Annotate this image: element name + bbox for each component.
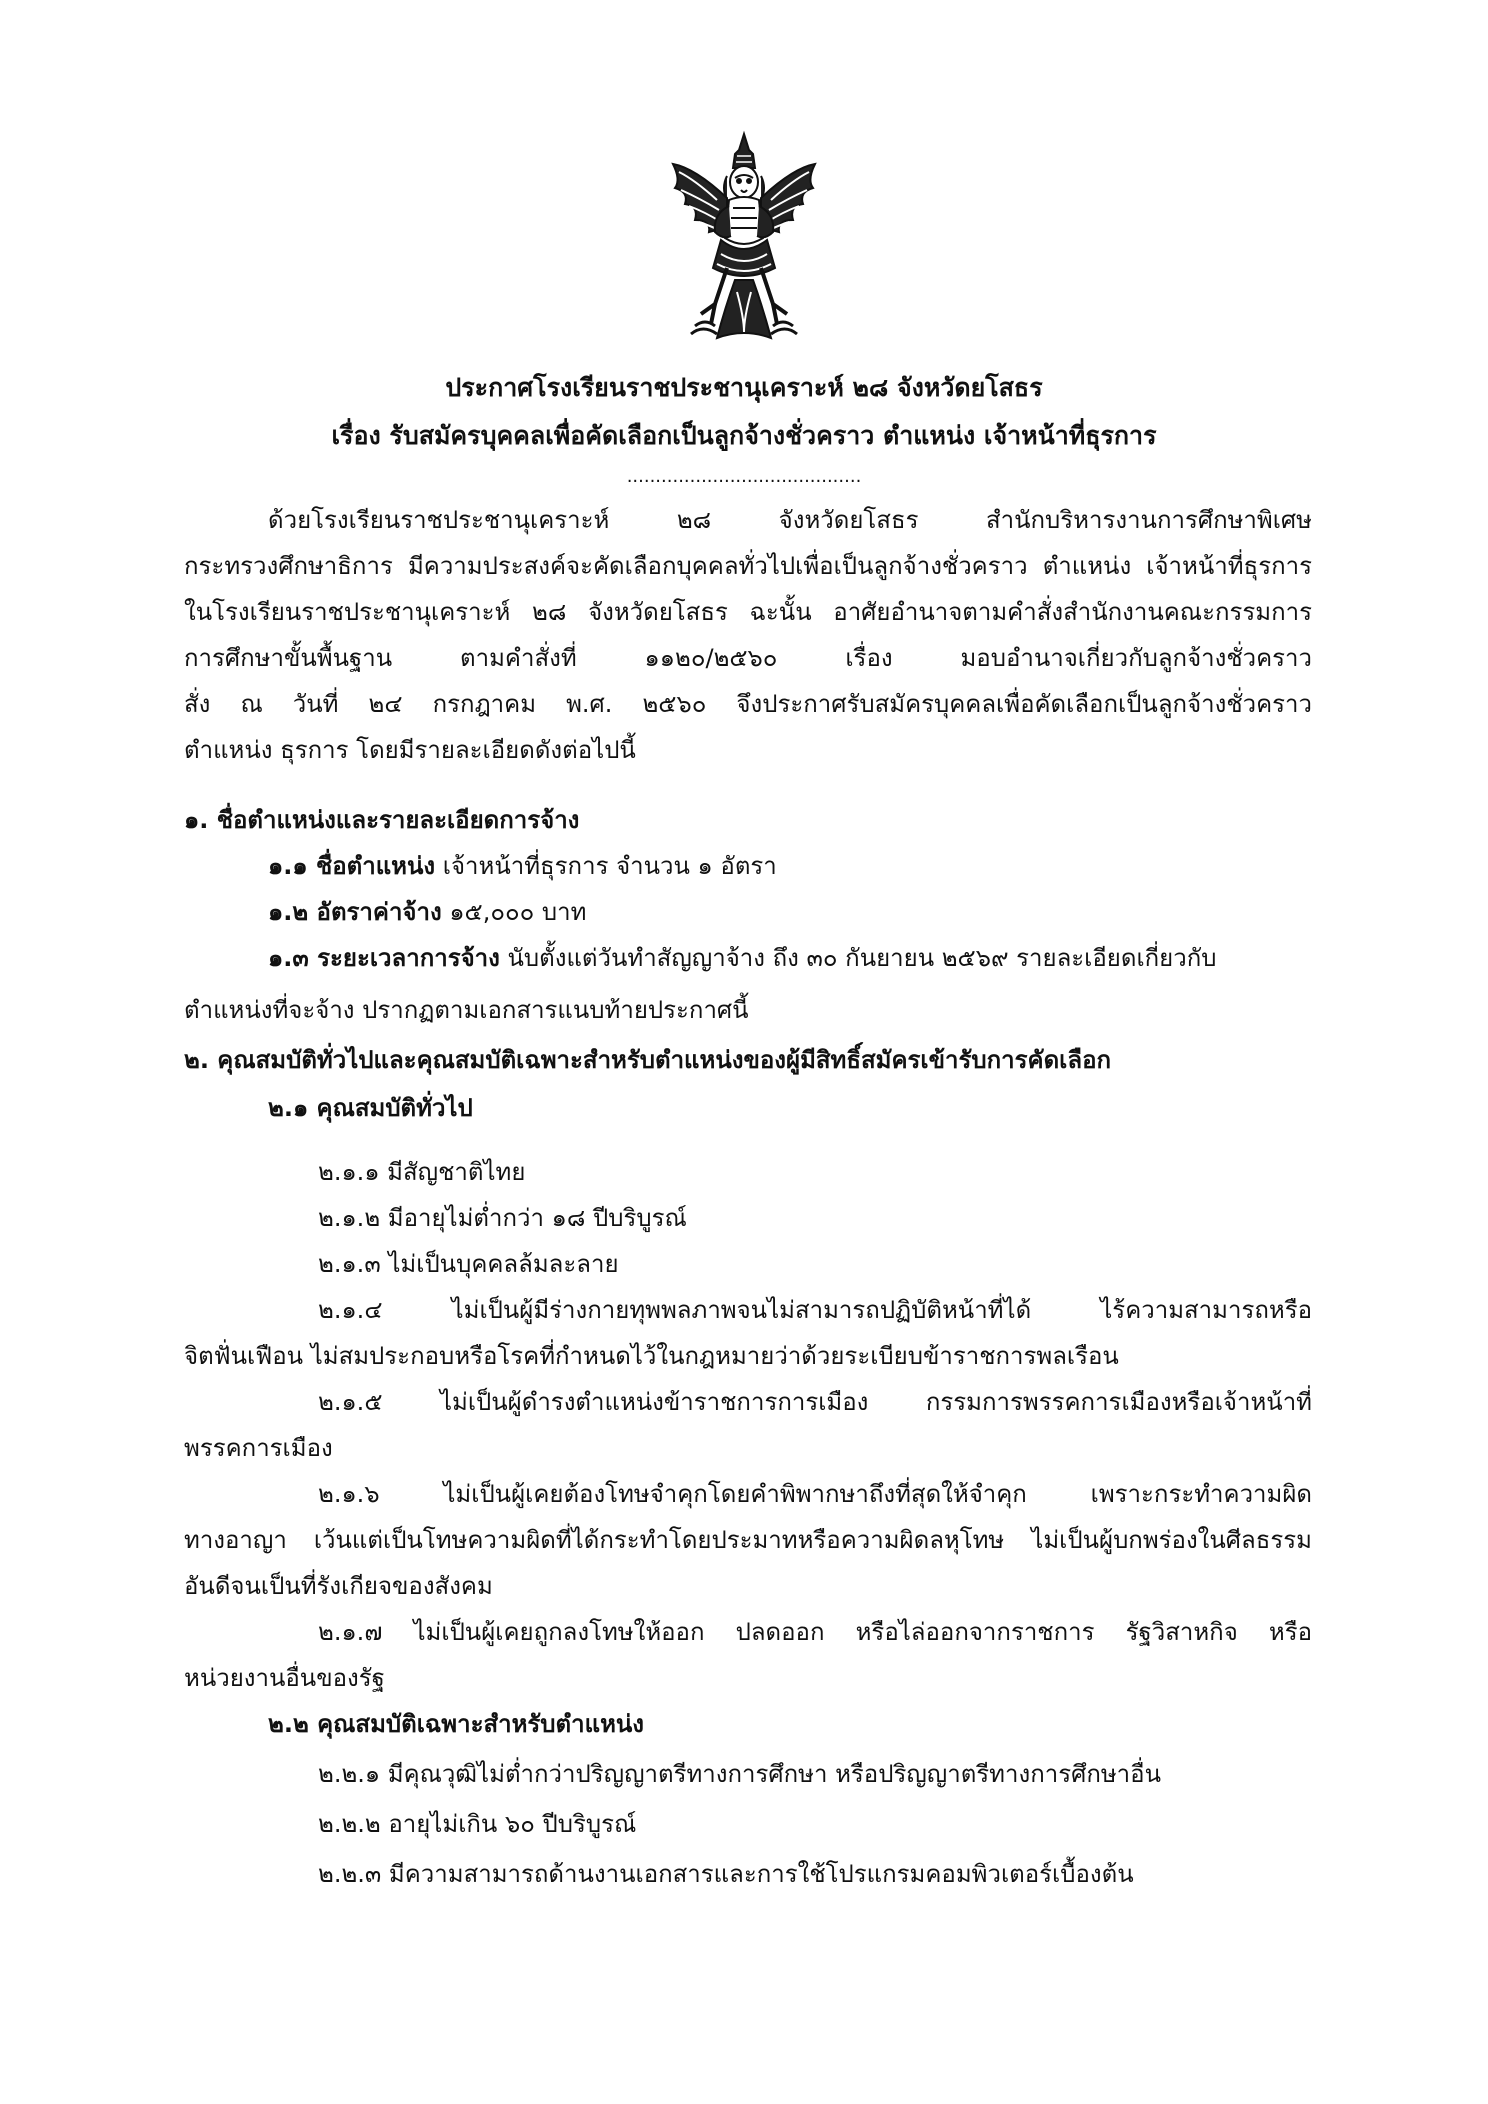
general-item-7-line-2: หน่วยงานอื่นของรัฐ: [184, 1664, 385, 1692]
item-text: เจ้าหน้าที่ธุรการ จำนวน ๑ อัตรา: [435, 852, 777, 880]
general-item-5-line-1: ๒.๑.๕ ไม่เป็นผู้ดำรงตำแหน่งข้าราชการการเมือง กรรมการพรรคการเมืองหรือเจ้าหน้าที่: [318, 1388, 1312, 1416]
general-item-2: ๒.๑.๒ มีอายุไม่ต่ำกว่า ๑๘ ปีบริบูรณ์: [318, 1204, 687, 1232]
section-2-2-heading: ๒.๒ คุณสมบัติเฉพาะสำหรับตำแหน่ง: [268, 1710, 645, 1738]
item-label: ๑.๓ ระยะเวลาการจ้าง: [268, 944, 500, 972]
general-item-1: ๒.๑.๑ มีสัญชาติไทย: [318, 1158, 526, 1186]
specific-item-3: ๒.๒.๓ มีความสามารถด้านงานเอกสารและการใช้โปรแกรมคอมพิวเตอร์เบื้องต้น: [318, 1860, 1134, 1888]
general-item-6-line-3: อันดีจนเป็นที่รังเกียจของสังคม: [184, 1572, 493, 1600]
general-item-4-line-2: จิตฟั่นเฟือน ไม่สมประกอบหรือโรคที่กำหนดไว้ในกฎหมายว่าด้วยระเบียบข้าราชการพลเรือน: [184, 1342, 1119, 1370]
intro-line-4: การศึกษาขั้นพื้นฐาน ตามคำสั่งที่ ๑๑๒๐/๒๕๖๐ เรื่อง มอบอำนาจเกี่ยวกับลูกจ้างชั่วคราว: [184, 644, 1312, 672]
item-label: ๑.๑ ชื่อตำแหน่ง: [268, 852, 436, 880]
announcement-subject: เรื่อง รับสมัครบุคคลเพื่อคัดเลือกเป็นลูกจ้างชั่วคราว ตำแหน่ง เจ้าหน้าที่ธุรการ: [331, 421, 1157, 450]
general-item-6-line-1: ๒.๑.๖ ไม่เป็นผู้เคยต้องโทษจำคุกโดยคำพิพากษาถึงที่สุดให้จำคุก เพราะกระทำความผิด: [318, 1480, 1312, 1508]
general-item-6-line-2: ทางอาญา เว้นแต่เป็นโทษความผิดที่ได้กระทำโดยประมาทหรือความผิดลหุโทษ ไม่เป็นผู้บกพร่องในศีลธรรม: [184, 1526, 1312, 1554]
general-item-3: ๒.๑.๓ ไม่เป็นบุคคลล้มละลาย: [318, 1250, 619, 1278]
section-1-item-1: [268, 852, 777, 881]
section-1-item-3-continuation: ตำแหน่งที่จะจ้าง ปรากฏตามเอกสารแนบท้ายประกาศนี้: [184, 996, 749, 1024]
intro-line-6: ตำแหน่ง ธุรการ โดยมีรายละเอียดดังต่อไปนี้: [184, 736, 636, 764]
section-2-heading: ๒. คุณสมบัติทั่วไปและคุณสมบัติเฉพาะสำหรับตำแหน่งของผู้มีสิทธิ์สมัครเข้ารับการคัดเลือก: [184, 1046, 1112, 1074]
item-text: นับตั้งแต่วันทำสัญญาจ้าง ถึง ๓๐ กันยายน ๒๕๖๙ รายละเอียดเกี่ยวกับ: [499, 944, 1217, 972]
section-1-item-3: [268, 944, 1217, 973]
general-item-7-line-1: ๒.๑.๗ ไม่เป็นผู้เคยถูกลงโทษให้ออก ปลดออก หรือไล่ออกจากราชการ รัฐวิสาหกิจ หรือ: [318, 1618, 1312, 1646]
item-label: ๑.๒ อัตราค่าจ้าง: [268, 898, 442, 926]
announcement-title: ประกาศโรงเรียนราชประชานุเคราะห์ ๒๘ จังหวัดยโสธร: [445, 373, 1043, 402]
intro-line-2: กระทรวงศึกษาธิการ มีความประสงค์จะคัดเลือกบุคคลทั่วไปเพื่อเป็นลูกจ้างชั่วคราว ตำแหน่ง เจ้าหน้าที่ธุรการ: [184, 552, 1312, 580]
general-item-5-line-2: พรรคการเมือง: [184, 1434, 333, 1462]
garuda-emblem-icon: [665, 128, 823, 350]
specific-item-1: ๒.๒.๑ มีคุณวุฒิไม่ต่ำกว่าปริญญาตรีทางการศึกษา หรือปริญญาตรีทางการศึกษาอื่น: [318, 1760, 1161, 1788]
section-1-heading: ๑. ชื่อตำแหน่งและรายละเอียดการจ้าง: [184, 806, 580, 834]
section-2-1-heading: ๒.๑ คุณสมบัติทั่วไป: [268, 1094, 473, 1122]
specific-item-2: ๒.๒.๒ อายุไม่เกิน ๖๐ ปีบริบูรณ์: [318, 1810, 637, 1838]
intro-line-1: ด้วยโรงเรียนราชประชานุเคราะห์ ๒๘ จังหวัดยโสธร สำนักบริหารงานการศึกษาพิเศษ: [268, 506, 1312, 534]
intro-line-3: ในโรงเรียนราชประชานุเคราะห์ ๒๘ จังหวัดยโสธร ฉะนั้น อาศัยอำนาจตามคำสั่งสำนักงานคณะกรรมการ: [184, 598, 1312, 626]
general-item-4-line-1: ๒.๑.๔ ไม่เป็นผู้มีร่างกายทุพพลภาพจนไม่สามารถปฏิบัติหน้าที่ได้ ไร้ความสามารถหรือ: [318, 1296, 1312, 1324]
intro-line-5: สั่ง ณ วันที่ ๒๔ กรกฎาคม พ.ศ. ๒๕๖๐ จึงประกาศรับสมัครบุคคลเพื่อคัดเลือกเป็นลูกจ้างชั่วคราว: [184, 690, 1312, 718]
section-1-item-2: [268, 898, 586, 927]
title-separator: .........................................: [626, 466, 862, 487]
item-text: ๑๕,๐๐๐ บาท: [441, 898, 587, 926]
